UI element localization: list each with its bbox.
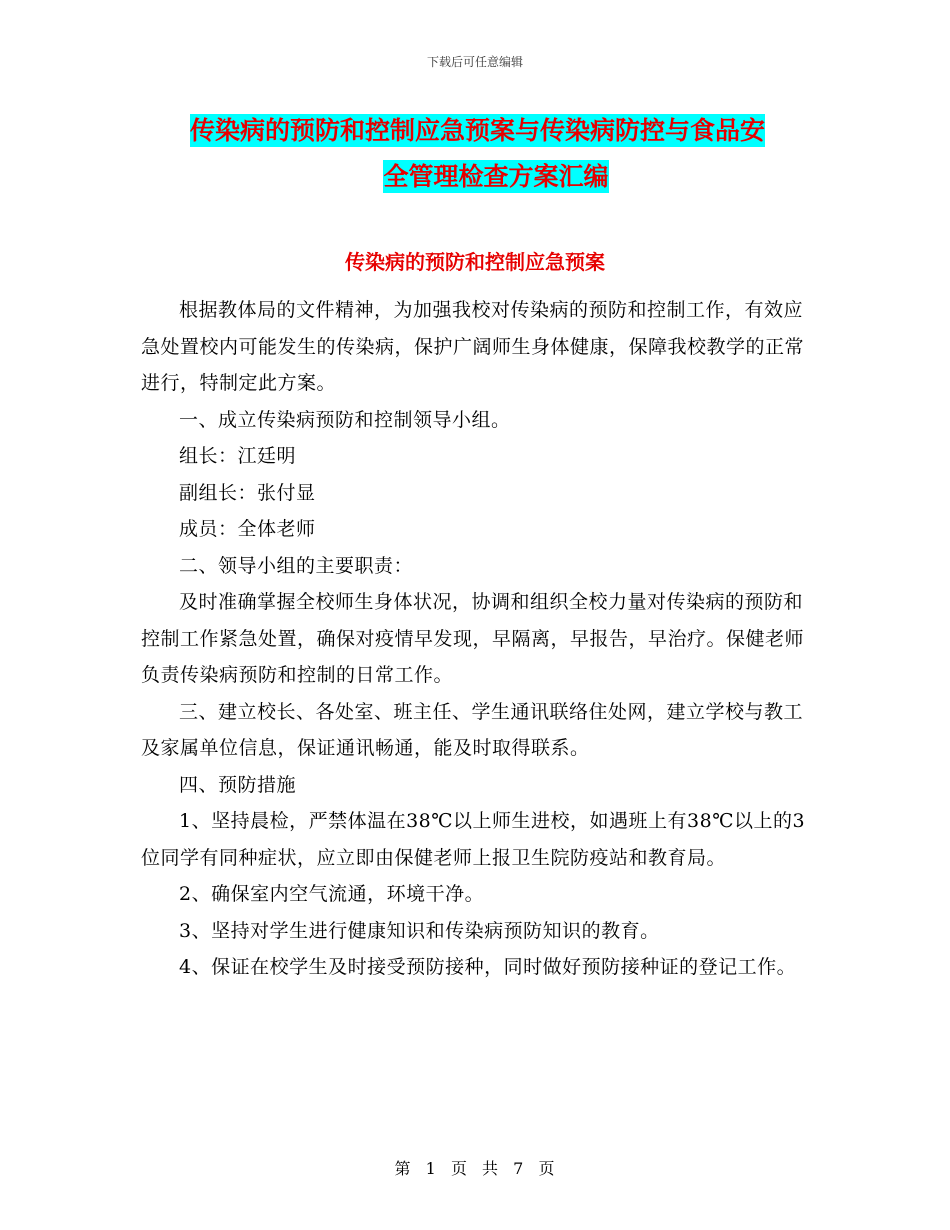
title-line-1 bbox=[190, 108, 802, 154]
paragraph-measure-3: 3、坚持对学生进行健康知识和传染病预防知识的教育。 bbox=[179, 919, 660, 942]
paragraph-measure-1: 1、坚持晨检，严禁体温在38℃以上师生进校，如遇班上有38℃以上的3位同学有同种症状，应立即由保健老师上报卫生院防疫站和教育局。 bbox=[141, 810, 806, 869]
footer-page-word: 页 bbox=[450, 1159, 468, 1178]
title-line-1-text: 传染病的预防和控制应急预案与传染病防控与食品安 bbox=[190, 116, 766, 145]
paragraph-section-4: 四、预防措施 bbox=[179, 773, 297, 796]
title-line-2 bbox=[190, 154, 802, 200]
document-body bbox=[141, 292, 809, 986]
paragraph-section-1: 一、成立传染病预防和控制领导小组。 bbox=[179, 408, 511, 431]
paragraph-deputy-leader: 副组长：张付显 bbox=[179, 481, 316, 504]
paragraph-duties: 及时准确掌握全校师生身体状况，协调和组织全校力量对传染病的预防和控制工作紧急处置，确保对疫情早发现，早隔离，早报告，早治疗。保健老师负责传染病预防和控制的日常工作。 bbox=[141, 591, 805, 686]
footer-total-word: 共 bbox=[482, 1159, 500, 1178]
document-title bbox=[190, 108, 802, 200]
header-note: 下载后可任意编辑 bbox=[426, 55, 523, 69]
paragraph-measure-2: 2、确保室内空气流通，环境干净。 bbox=[179, 883, 485, 905]
section-subtitle: 传染病的预防和控制应急预案 bbox=[345, 250, 605, 274]
paragraph-measure-4: 4、保证在校学生及时接受预防接种，同时做好预防接种证的登记工作。 bbox=[179, 956, 797, 978]
paragraph-intro: 根据教体局的文件精神，为加强我校对传染病的预防和控制工作，有效应急处置校内可能发生的传染病，保护广阔师生身体健康，保障我校教学的正常进行，特制定此方案。 bbox=[141, 299, 805, 394]
paragraph-members: 成员：全体老师 bbox=[179, 518, 316, 540]
footer-prefix: 第 bbox=[394, 1159, 412, 1178]
footer-current-page: 1 bbox=[425, 1159, 437, 1178]
page-footer bbox=[0, 1156, 950, 1179]
paragraph-section-2: 二、领导小组的主要职责： bbox=[179, 554, 414, 577]
footer-suffix: 页 bbox=[538, 1159, 556, 1178]
paragraph-section-3: 三、建立校长、各处室、班主任、学生通讯联络住处网，建立学校与教工及家属单位信息，保证通讯畅通，能及时取得联系。 bbox=[141, 700, 804, 759]
footer-total-pages: 7 bbox=[513, 1159, 525, 1178]
paragraph-leader: 组长：江廷明 bbox=[179, 445, 297, 467]
title-line-2-text: 全管理检查方案汇编 bbox=[383, 162, 609, 191]
